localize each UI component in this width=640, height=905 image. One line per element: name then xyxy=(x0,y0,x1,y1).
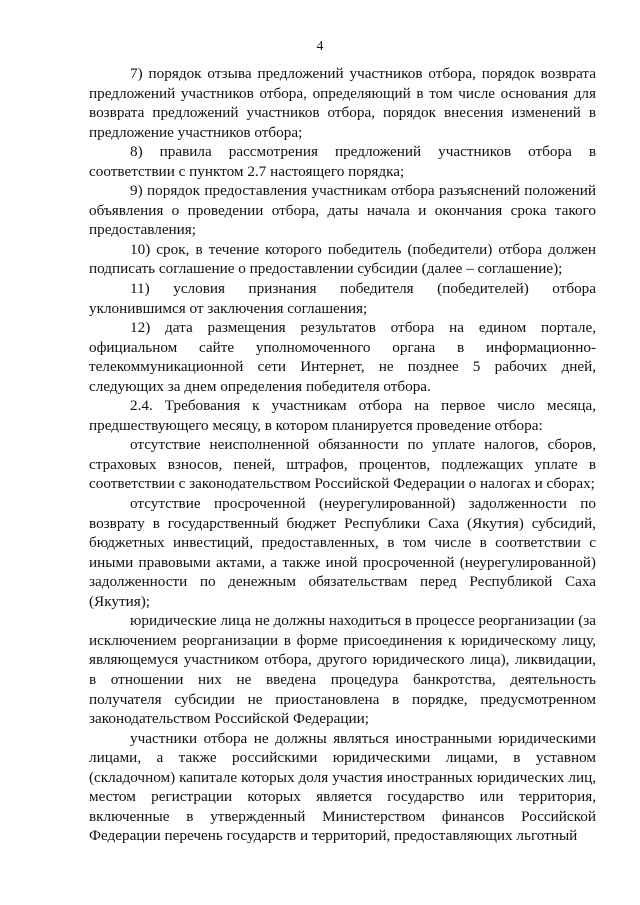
paragraph-item-9: 9) порядок предоставления участникам отбора разъяснений положений объявления о проведении отбора, даты начала и окончания срока такого предоставления; xyxy=(89,182,596,239)
paragraph-item-10: 10) срок, в течение которого победитель (победители) отбора должен подписать соглашение о предоставлении субсидии (далее – соглашение); xyxy=(89,240,596,278)
paragraph-item-11: 11) условия признания победителя (победителей) отбора уклонившимся от заключения соглашения; xyxy=(89,280,596,317)
paragraph-item-8: 8) правила рассмотрения предложений участников отбора в соответствии с пунктом 2.7 настоящего порядка; xyxy=(89,143,596,180)
paragraph-item-12: 12) дата размещения результатов отбора на едином портале, официальном сайте уполномоченного органа в информационно-телекоммуникационной сети Интернет, не позднее 5 рабочих дней, следующих за днем определения победителя отбора. xyxy=(89,319,596,395)
paragraph-section-2-4: 2.4. Требования к участникам отбора на первое число месяца, предшествующего месяцу, в котором планируется проведение отбора: xyxy=(89,397,596,434)
paragraph-requirement-taxes: отсутствие неисполненной обязанности по уплате налогов, сборов, страховых взносов, пеней, штрафов, процентов, подлежащих уплате в соответствии с законодательством Российской Федерации о налогах и сборах; xyxy=(89,436,596,493)
paragraph-requirement-foreign-entities: участники отбора не должны являться иностранными юридическими лицами, а также российскими юридическими лицами, в уставном (складочном) капитале которых доля участия иностранных юридических лиц, местом регистрации которых является государство или территория, включенные в утвержденный Министерством финансов Российской Федерации перечень государств и территорий, предоставляющих льготный xyxy=(89,729,596,845)
document-body xyxy=(89,64,596,846)
page-number: 4 xyxy=(316,38,324,53)
paragraph-item-7: 7) порядок отзыва предложений участников отбора, порядок возврата предложений участников отбора, определяющий в том числе основания для возврата предложений участников отбора, порядок внесения изменений в предложение участников отбора; xyxy=(89,65,596,141)
paragraph-requirement-reorganization: юридические лица не должны находиться в процессе реорганизации (за исключением реорганизации в форме присоединения к юридическому лицу, являющемуся участником отбора, другого юридического лица), ликвидации, в отношении них не введена процедура банкротства, деятельность получателя субсидии не приостановлена в порядке, предусмотренном законодательством Российской Федерации; xyxy=(89,612,597,728)
paragraph-requirement-debt: отсутствие просроченной (неурегулированной) задолженности по возврату в государственный бюджет Республики Саха (Якутия) субсидий, бюджетных инвестиций, предоставленных, в том числе в соответствии с иными правовыми актами, а также иной просроченной (неурегулированной) задолженности по денежным обязательствам перед Республикой Саха (Якутия); xyxy=(89,495,596,610)
